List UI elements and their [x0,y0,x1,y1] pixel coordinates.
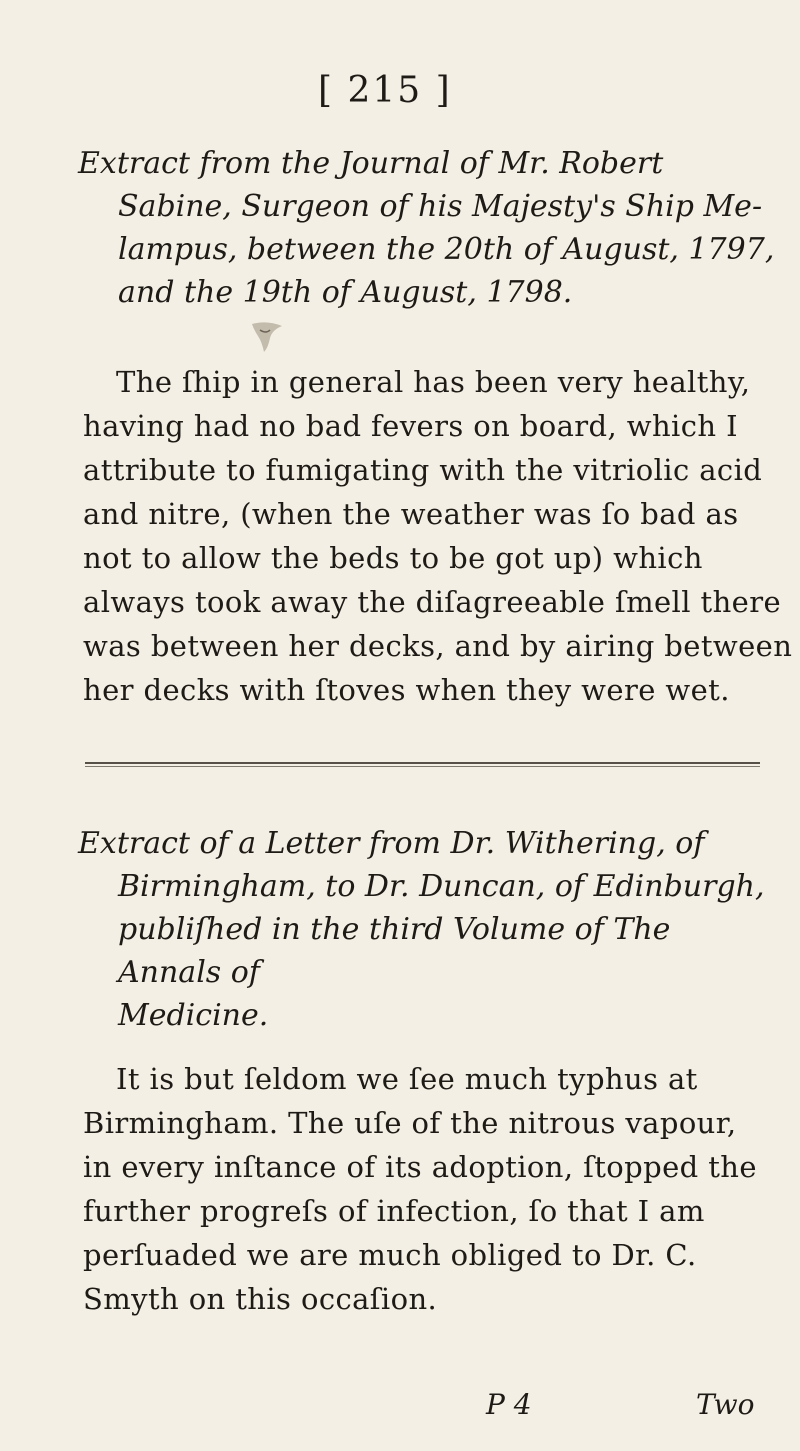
page-number: [ 215 ] [318,70,452,111]
extract2-body-line: It is but ſeldom we ſee much typhus at [116,1062,698,1096]
extract1-body-line: was between her decks, and by airing between [83,629,793,663]
signature-mark: P 4 [486,1388,532,1421]
extract2-body-line: Smyth on this occaſion. [83,1282,438,1316]
extract1-heading-line-4: and the 19th of August, 1798. [118,275,573,310]
extract2-heading [78,822,778,1037]
catchword: Two [696,1388,755,1421]
extract1-body-line: attribute to fumigating with the vitriolic acid [83,453,763,487]
extract1-body-line: always took away the diſagreeable ſmell there [83,585,782,619]
extract2-body-line: perſuaded we are much obliged to Dr. C. [83,1238,697,1272]
extract1-body-line: and nitre, (when the weather was ſo bad as [83,497,739,531]
extract2-heading-line-4: Medicine. [118,998,269,1033]
extract1-heading-line-2: Sabine, Surgeon of his Majesty's Ship Me- [118,189,763,224]
extract2-heading-line-1: Extract of a Letter from Dr. Withering, of [78,826,705,861]
extract2-heading-line-2: Birmingham, to Dr. Duncan, of Edinburgh, [118,869,765,904]
extract2-body-line: further progreſs of infection, ſo that I am [83,1194,705,1228]
extract2-body-line: in every inſtance of its adoption, ſtopped the [83,1150,757,1184]
extract2-body-line: Birmingham. The uſe of the nitrous vapour, [83,1106,737,1140]
extract1-body-line: The ſhip in general has been very healthy, [116,365,751,399]
extract2-body [83,1057,763,1321]
extract1-body-line: her decks with ſtoves when they were wet. [83,673,730,707]
extract1-heading-line-1: Extract from the Journal of Mr. Robert [78,146,664,181]
printers-flower-icon [246,320,288,354]
extract1-body-line: having had no bad fevers on board, which I [83,409,738,443]
extract1-body [83,360,793,712]
extract1-heading-line-3: lampus, between the 20th of August, 1797, [118,232,775,267]
extract1-heading [78,142,778,314]
extract2-heading-line-3: publiſhed in the third Volume of The Annals of [118,912,671,990]
extract1-body-line: not to allow the beds to be got up) which [83,541,703,575]
section-divider-rule [85,762,760,768]
